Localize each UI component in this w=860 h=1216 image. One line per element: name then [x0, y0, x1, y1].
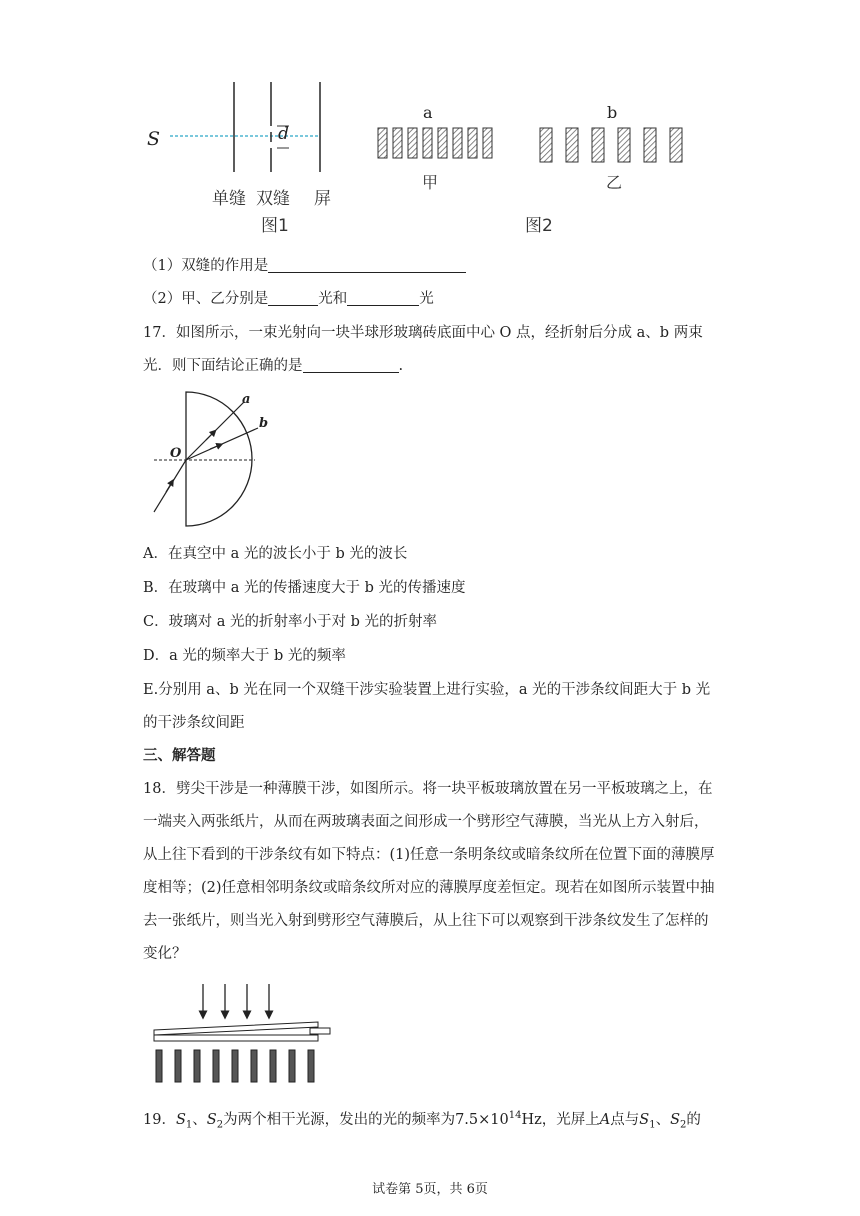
source-label: S: [147, 128, 161, 150]
source-s1-subscript: 1: [185, 1119, 193, 1131]
q17-option-e-line2: 的干涉条纹间距: [143, 715, 245, 731]
pattern-jia-label: 甲: [422, 173, 439, 192]
q16-part1-text: （1）双缝的作用是: [143, 258, 269, 274]
single-slit-label: 单缝: [212, 189, 246, 209]
frequency-exponent: 14: [508, 1110, 522, 1121]
screen-label: 屏: [314, 189, 331, 209]
point-a: A: [599, 1111, 611, 1128]
q16-part1: [143, 256, 466, 276]
q17-option-b: B．在玻璃中 a 光的传播速度大于 b 光的传播速度: [143, 580, 466, 596]
q18-figure: [150, 982, 340, 1088]
interference-fringes: [156, 1050, 314, 1082]
q17-stem-text: 光．则下面结论正确的是: [143, 358, 303, 374]
q18-stem: 18．劈尖干涉是一种薄膜干涉，如图所示。将一块平板玻璃放置在另一平板玻璃之上，在一端夹入两张纸片，从而在两玻璃表面之间形成一个劈形空气薄膜，当光从上方入射后，从上往下看到的干涉条纹有如下特点：(1)任意一条明条纹或暗条纹所在位置下面的薄膜厚度相等；(2)任意相邻明条纹或暗条纹所对应的薄膜厚度差恒定。现若在如图所示装置中抽去一张纸片，则当光入射到劈形空气薄膜后，从上往下可以观察到干涉条纹发生了怎样的变化？: [143, 781, 715, 962]
hemisphere-glass: [186, 392, 252, 526]
paper-strips: [310, 1028, 330, 1034]
ray-b: [186, 428, 258, 460]
figure-2-caption: 图2: [525, 216, 553, 236]
answer-blank[interactable]: [303, 358, 399, 373]
double-slit-label: 双缝: [256, 189, 290, 209]
source-s1: S: [175, 1111, 186, 1128]
ray-b-label: b: [259, 416, 269, 431]
pattern-yi-label: 乙: [606, 173, 623, 192]
lower-glass-plate: [154, 1035, 318, 1041]
q19-text: ，光屏上: [541, 1111, 600, 1128]
q16-part2-text-b: 光和: [318, 291, 348, 307]
fringe-patterns: [370, 126, 700, 168]
q19-stem: [143, 1106, 701, 1136]
q17-stem-end: .: [398, 358, 404, 374]
q19-text: 的: [686, 1111, 701, 1128]
q16-part2-text-a: （2）甲、乙分别是: [143, 291, 269, 307]
source-s2: S: [670, 1111, 681, 1128]
source-s1-subscript: 1: [649, 1119, 656, 1131]
figure-1: [140, 80, 350, 240]
ray-b-arrow: [210, 445, 220, 449]
frequency-unit: Hz: [521, 1111, 542, 1128]
point-o-label: O: [170, 446, 182, 461]
pattern-b-label: b: [607, 103, 618, 122]
source-s2: S: [206, 1111, 217, 1128]
q19-text: 、: [655, 1111, 671, 1128]
answer-blank[interactable]: [268, 258, 466, 273]
incident-arrow: [166, 482, 172, 492]
section-heading: 三、解答题: [143, 747, 216, 764]
q16-part2-text-c: 光: [419, 291, 434, 307]
page-footer: 试卷第 5页，共 6页: [372, 1182, 488, 1197]
fringe-pattern-jia: [378, 128, 492, 158]
q19-text: 为两个相干光源，发出的光的频率为: [223, 1111, 456, 1128]
ray-a-label: a: [242, 392, 251, 407]
q17-option-c: C．玻璃对 a 光的折射率小于对 b 光的折射率: [143, 614, 437, 630]
slit-distance-label: d: [278, 124, 289, 144]
q19-text: 、: [192, 1111, 207, 1128]
q16-part2: [143, 289, 434, 309]
q17-stem-line1: 17．如图所示，一束光射向一块半球形玻璃砖底面中心 O 点，经折射后分成 a、b 两束: [143, 325, 703, 341]
pattern-a-label: a: [423, 103, 433, 122]
upper-glass-plate: [154, 1022, 318, 1035]
source-s2-subscript: 2: [680, 1119, 687, 1131]
figure-1-caption: 图1: [261, 216, 289, 236]
q17-option-d: D．a 光的频率大于 b 光的频率: [143, 648, 346, 664]
q19-number: 19．: [143, 1111, 176, 1128]
source-s1: S: [639, 1111, 650, 1128]
q17-figure: [150, 388, 280, 528]
frequency-value: 7.5×10: [455, 1111, 509, 1128]
source-s2-subscript: 2: [216, 1119, 224, 1131]
q17-option-e-line1: E.分别用 a、b 光在同一个双缝干涉实验装置上进行实验，a 光的干涉条纹间距大于 b 光: [143, 682, 711, 698]
q17-stem-line2: [143, 356, 403, 376]
answer-blank[interactable]: [347, 291, 419, 306]
figure-2: [370, 98, 700, 238]
ray-a: [186, 402, 244, 460]
q19-text: 点与: [610, 1111, 640, 1128]
ray-a-arrow: [206, 432, 214, 440]
fringe-pattern-yi: [540, 128, 682, 162]
wedge-interference-diagram: [150, 982, 340, 1088]
answer-blank[interactable]: [268, 291, 318, 306]
q17-option-a: A．在真空中 a 光的波长小于 b 光的波长: [143, 546, 408, 562]
